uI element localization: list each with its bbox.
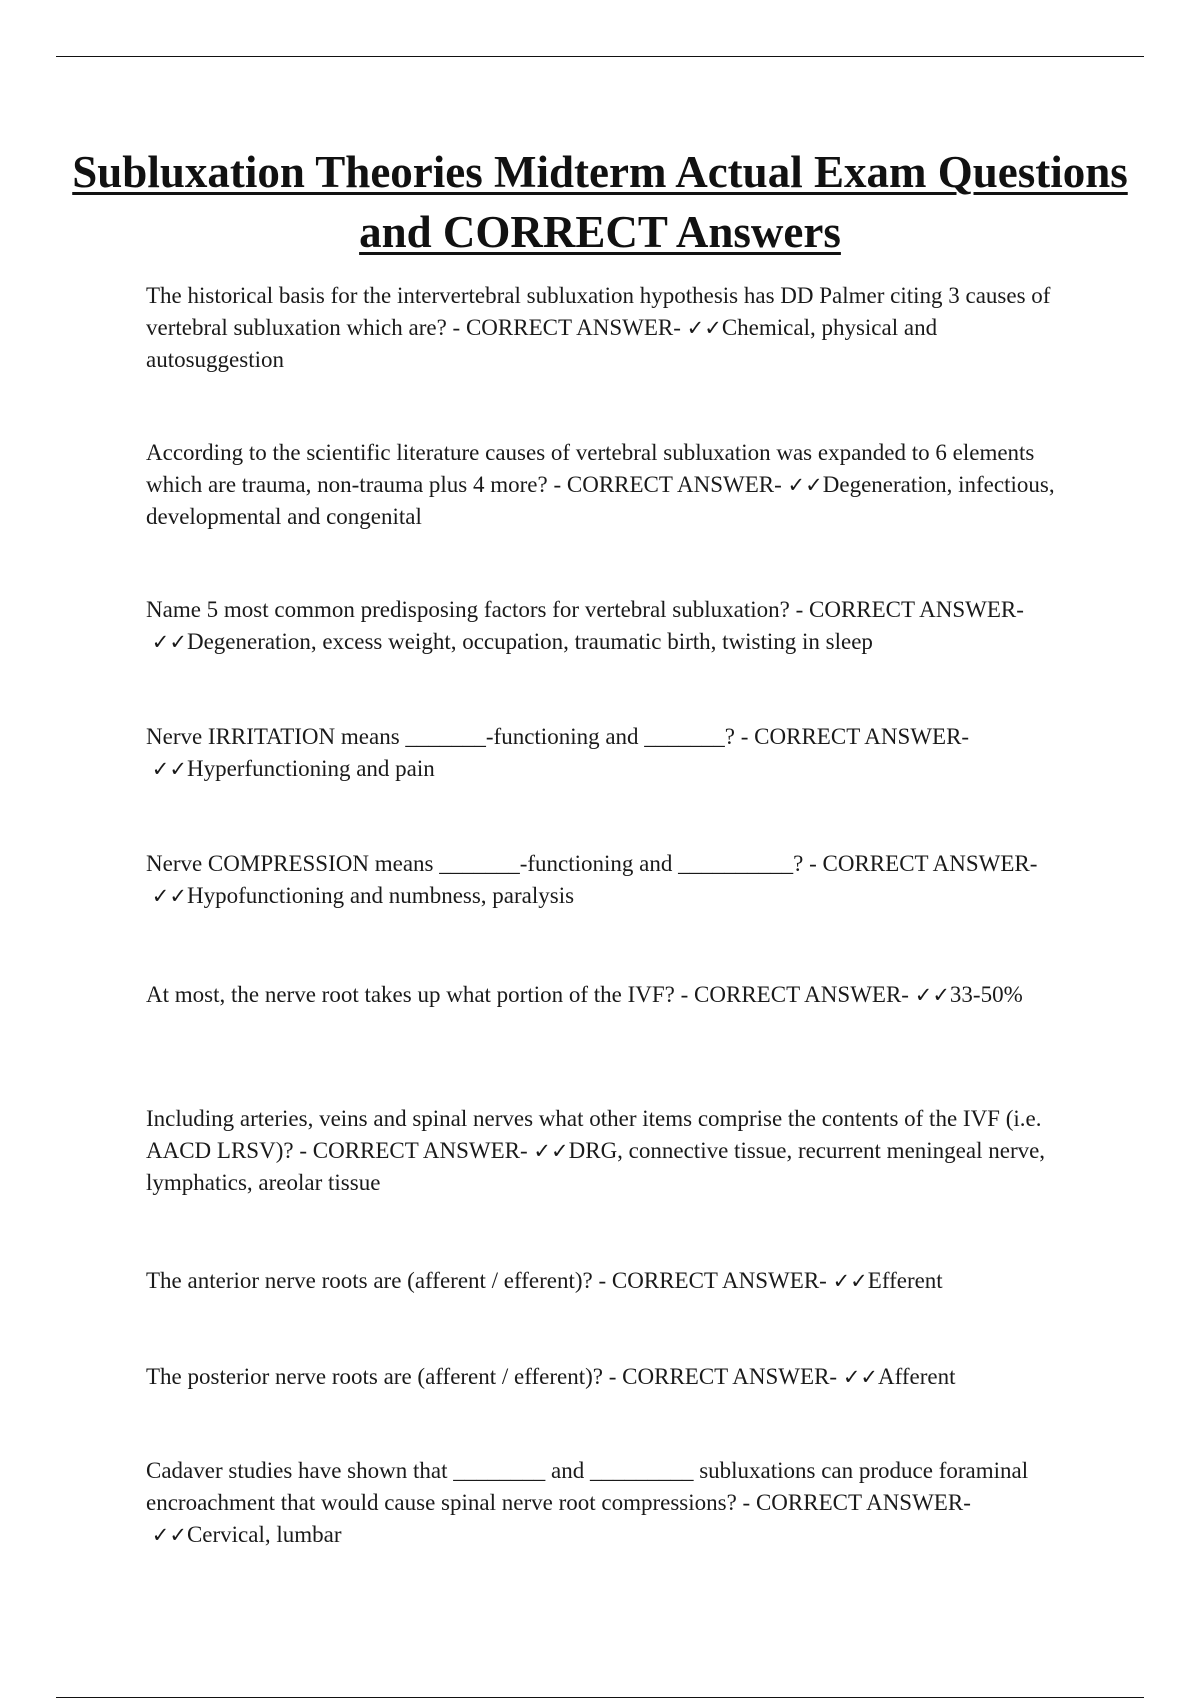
- double-check-icon: ✓✓: [686, 316, 722, 340]
- qa-item: [146, 280, 1061, 376]
- answer-text: Degeneration, infectious, developmental and congenital: [146, 472, 1055, 529]
- double-check-icon: ✓✓: [914, 983, 950, 1007]
- double-check-icon: ✓✓: [842, 1365, 879, 1389]
- double-check-icon: ✓✓: [787, 473, 823, 497]
- qa-item: [146, 848, 1061, 912]
- question-text: Nerve IRRITATION means _______-functioning and _______?: [146, 724, 736, 749]
- answer-text: Degeneration, excess weight, occupation, traumatic birth, twisting in sleep: [186, 629, 873, 654]
- answer-prefix: - CORRECT ANSWER-: [680, 982, 909, 1007]
- qa-item: [146, 979, 1061, 1011]
- qa-item: [146, 1265, 1061, 1297]
- double-check-icon: ✓✓: [151, 757, 187, 781]
- qa-item: [146, 437, 1061, 533]
- answer-prefix: - CORRECT ANSWER-: [740, 724, 970, 749]
- document-title: Subluxation Theories Midterm Actual Exam Questions and CORRECT Answers: [72, 147, 1128, 257]
- answer-prefix: - CORRECT ANSWER-: [598, 1268, 827, 1293]
- question-text: The anterior nerve roots are (afferent / efferent)?: [146, 1268, 593, 1293]
- question-text: At most, the nerve root takes up what portion of the IVF?: [146, 982, 675, 1007]
- answer-prefix: - CORRECT ANSWER-: [742, 1490, 971, 1515]
- double-check-icon: ✓✓: [151, 1523, 187, 1547]
- question-text: Cadaver studies have shown that ________ and _________ subluxations can produce foraminal encroachment that would cause spinal nerve root compressions?: [146, 1458, 1029, 1515]
- answer-prefix: - CORRECT ANSWER-: [608, 1364, 838, 1389]
- answer-prefix: - CORRECT ANSWER-: [452, 315, 681, 340]
- answer-text: DRG, connective tissue, recurrent meningeal nerve, lymphatics, areolar tissue: [146, 1138, 1046, 1195]
- answer-text: Afferent: [878, 1364, 956, 1389]
- bottom-rule: [56, 1697, 1144, 1698]
- answer-text: 33-50%: [949, 982, 1023, 1007]
- double-check-icon: ✓✓: [151, 884, 187, 908]
- qa-item: [146, 1361, 1061, 1393]
- question-text: Including arteries, veins and spinal nerves what other items comprise the contents of the IVF (i.e. AACD LRSV)?: [146, 1106, 1042, 1163]
- answer-text: Chemical, physical and autosuggestion: [146, 315, 938, 372]
- answer-text: Cervical, lumbar: [186, 1522, 342, 1547]
- qa-item: [146, 1455, 1061, 1551]
- qa-item: [146, 721, 1061, 785]
- question-text: The posterior nerve roots are (afferent / efferent)?: [146, 1364, 603, 1389]
- qa-item: [146, 1103, 1061, 1199]
- qa-item: [146, 594, 1061, 658]
- answer-prefix: - CORRECT ANSWER-: [795, 597, 1024, 622]
- answer-prefix: - CORRECT ANSWER-: [299, 1138, 528, 1163]
- answer-text: Hyperfunctioning and pain: [186, 756, 435, 781]
- double-check-icon: ✓✓: [832, 1269, 868, 1293]
- answer-prefix: - CORRECT ANSWER-: [809, 851, 1038, 876]
- answer-prefix: - CORRECT ANSWER-: [553, 472, 782, 497]
- answer-text: Efferent: [867, 1268, 943, 1293]
- question-text: The historical basis for the intervertebral subluxation hypothesis has DD Palmer citing 3 causes of vertebral subluxation which are?: [146, 283, 1051, 340]
- double-check-icon: ✓✓: [151, 630, 187, 654]
- question-text: Nerve COMPRESSION means _______-functioning and __________?: [146, 851, 804, 876]
- answer-text: Hypofunctioning and numbness, paralysis: [186, 883, 575, 908]
- question-text: Name 5 most common predisposing factors for vertebral subluxation?: [146, 597, 790, 622]
- double-check-icon: ✓✓: [533, 1139, 569, 1163]
- question-text: According to the scientific literature causes of vertebral subluxation was expanded to 6 elements which are trauma, non-trauma plus 4 more?: [146, 440, 1035, 497]
